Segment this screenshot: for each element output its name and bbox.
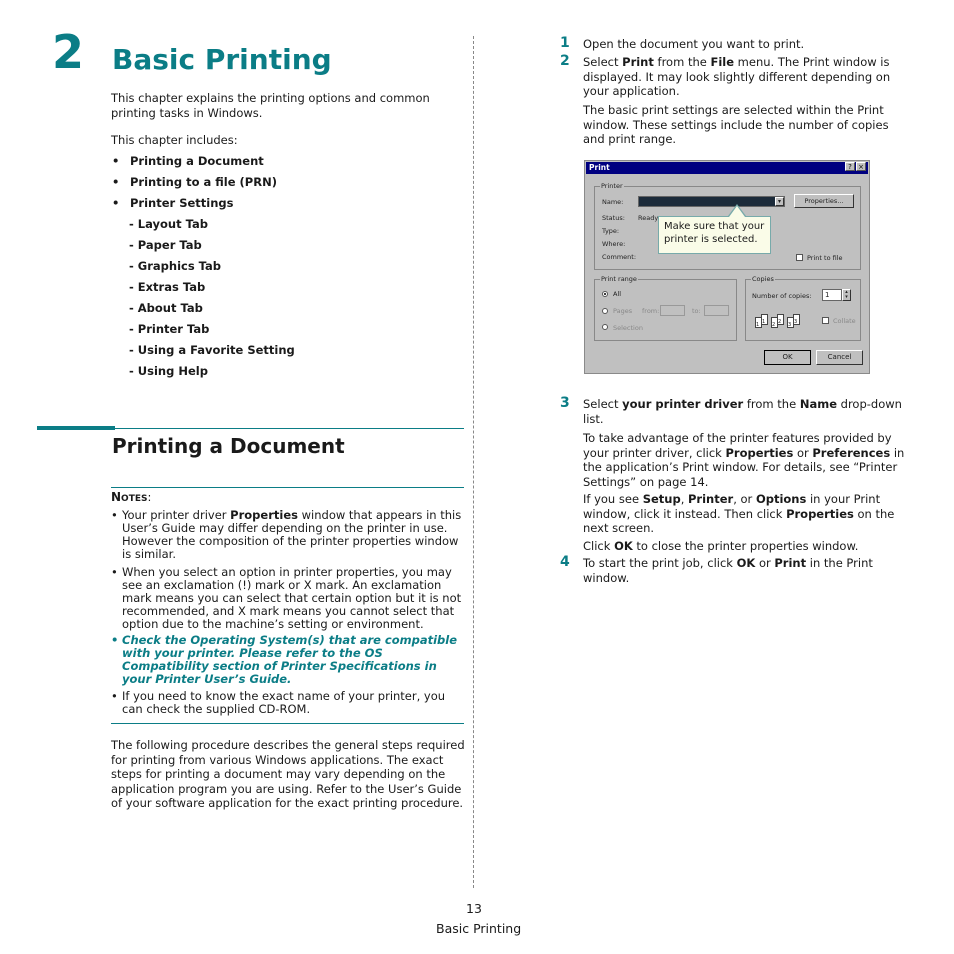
step-text: Select your printer driver from the Name drop-down list. (583, 397, 902, 426)
copies-label: Number of copies: (752, 292, 812, 300)
type-label: Type: (602, 227, 620, 235)
dialog-title-bar: Print (586, 162, 868, 174)
toc-subitem[interactable]: - About Tab (129, 301, 203, 315)
toc-subitem[interactable]: - Layout Tab (129, 217, 208, 231)
note-item-emphasis: • Check the Operating System(s) that are compatible with your printer. Please refer to the OS Compatibility section of Printer Specifications in your Printer User’s Guide. (111, 633, 458, 686)
chapter-title: Basic Printing (112, 43, 332, 76)
cancel-button[interactable]: Cancel (816, 350, 863, 365)
collate-page-icon: 3 (793, 314, 800, 325)
range-all-radio[interactable] (602, 291, 608, 297)
printer-name-select[interactable] (638, 196, 785, 207)
toc-subitem[interactable]: - Graphics Tab (129, 259, 222, 273)
range-to-input[interactable] (704, 305, 729, 316)
toc-subitem[interactable]: - Using Help (129, 364, 208, 378)
section-title: Printing a Document (112, 434, 345, 458)
notes-heading: NOTES: (111, 490, 152, 504)
print-range-group: Print range (594, 279, 737, 341)
print-to-file-label: Print to file (807, 254, 843, 262)
column-divider (473, 36, 474, 888)
range-to-label: to: (692, 307, 701, 315)
close-button[interactable]: × (856, 162, 866, 171)
toc-subitem[interactable]: - Printer Tab (129, 322, 210, 336)
step-text: To start the print job, click OK or Print in the Print window. (583, 556, 873, 585)
range-selection-label: Selection (613, 324, 643, 332)
range-from-input[interactable] (660, 305, 685, 316)
step-text: Select Print from the File menu. The Print window is displayed. It may look slightly different depending on your application. (583, 55, 891, 98)
comment-label: Comment: (602, 253, 637, 261)
status-value: Ready (638, 214, 659, 222)
step-number: 3 (560, 395, 570, 411)
page-number: 13 (466, 901, 482, 916)
step-text: Click OK to close the printer properties window. (583, 539, 859, 553)
range-from-label: from: (642, 307, 660, 315)
note-item: • When you select an option in printer properties, you may see an exclamation (!) mark or X mark. An exclamation mark means you can select that certain option but it is not recommended, and X mark means you cannot select that option due to the machine’s setting or environment. (111, 565, 462, 631)
toc-link[interactable]: Printing a Document (130, 154, 264, 168)
printer-group: Printer (594, 186, 861, 270)
step-text: To take advantage of the printer features provided by your printer driver, click Properties or Preferences in the application’s Print window. For details, see “Printer Settings” on page 14. (583, 431, 905, 489)
intro-includes: This chapter includes: (111, 133, 238, 147)
range-selection-radio[interactable] (602, 324, 608, 330)
step-text: The basic print settings are selected within the Print window. These settings include the number of copies and print range. (583, 103, 889, 146)
range-pages-label: Pages (613, 307, 633, 315)
collate-page-icon: 2 (777, 314, 784, 325)
range-pages-radio[interactable] (602, 308, 608, 314)
toc-link[interactable]: Printing to a file (PRN) (130, 175, 277, 189)
print-dialog (584, 160, 870, 374)
name-label: Name: (602, 198, 624, 206)
help-button[interactable]: ? (845, 162, 855, 171)
status-label: Status: (602, 214, 625, 222)
collate-label: Collate (833, 317, 856, 325)
collate-checkbox[interactable] (822, 317, 829, 324)
step-number: 4 (560, 554, 570, 570)
callout-pointer-fill (729, 206, 745, 217)
toc-link[interactable]: Printer Settings (130, 196, 234, 210)
section-rule-accent (37, 426, 115, 430)
toc-subitem[interactable]: - Using a Favorite Setting (129, 343, 295, 357)
collate-page-icon: 3 (787, 317, 794, 328)
notes-top-rule (111, 487, 464, 488)
step-text: If you see Setup, Printer, or Options in your Print window, click it instead. Then click Properties on the next screen. (583, 492, 895, 535)
footer-title: Basic Printing (436, 921, 522, 936)
section-rule (115, 428, 464, 429)
procedure-intro: The following procedure describes the general steps required for printing from various Windows applications. The exact steps for printing a document may vary depending on the application program you are using. Refer to the User’s Guide of your software application for the exact printing procedure. (111, 738, 465, 810)
print-to-file-checkbox[interactable] (796, 254, 803, 261)
step-text: Open the document you want to print. (583, 37, 805, 51)
chapter-number: 2 (52, 25, 85, 79)
step-number: 2 (560, 53, 570, 69)
chevron-down-icon[interactable]: ▾ (775, 197, 784, 206)
collate-page-icon: 1 (755, 317, 762, 328)
toc-subitem[interactable]: - Extras Tab (129, 280, 206, 294)
copies-stepper[interactable]: ▴ ▾ (842, 289, 851, 301)
notes-bottom-rule (111, 723, 464, 724)
intro-paragraph: This chapter explains the printing options and common printing tasks in Windows. (111, 91, 430, 120)
collate-page-icon: 1 (761, 314, 768, 325)
callout-box: Make sure that your printer is selected. (658, 216, 771, 254)
copies-input[interactable]: 1 (822, 289, 842, 301)
copies-group: Copies (745, 279, 861, 341)
collate-page-icon: 2 (771, 317, 778, 328)
note-item: • Your printer driver Properties window that appears in this User’s Guide may differ depending on the printer in use. However the composition of the printer properties window is similar. (111, 508, 462, 561)
ok-button[interactable]: OK (764, 350, 811, 365)
step-number: 1 (560, 35, 570, 51)
range-all-label: All (613, 290, 622, 298)
where-label: Where: (602, 240, 626, 248)
toc-subitem[interactable]: - Paper Tab (129, 238, 202, 252)
properties-button[interactable]: Properties... (794, 194, 854, 208)
note-item: • If you need to know the exact name of your printer, you can check the supplied CD-ROM. (111, 689, 446, 716)
